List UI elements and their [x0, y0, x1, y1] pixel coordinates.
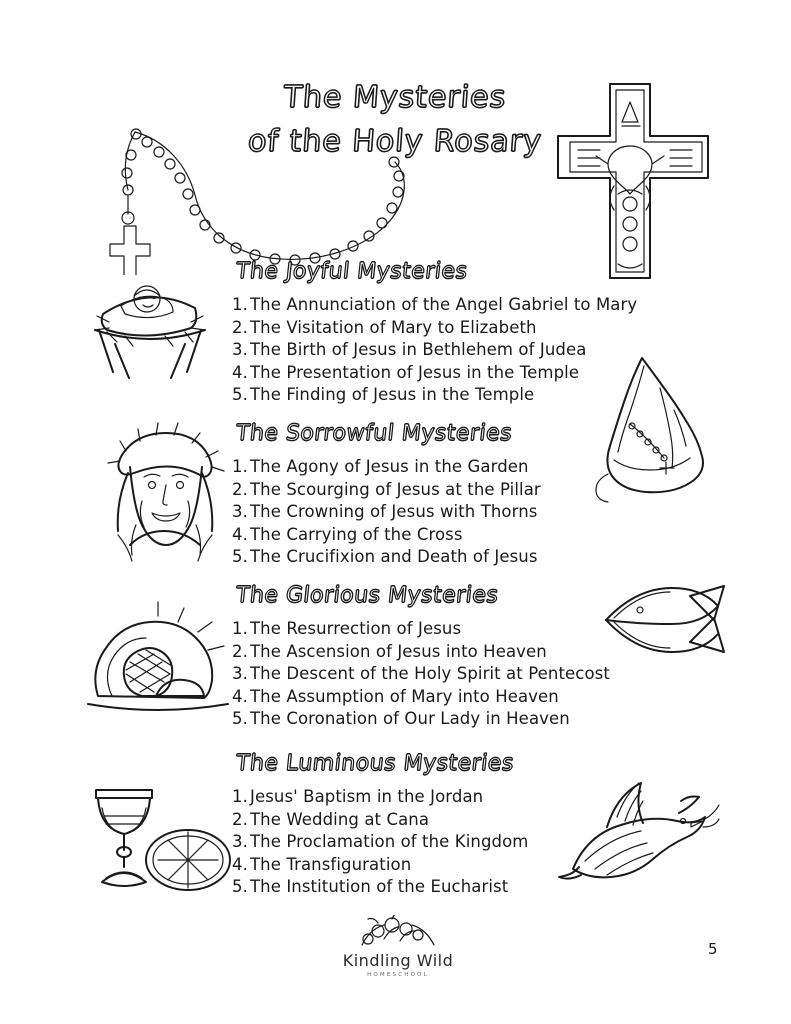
footer-tagline: HOMESCHOOL [367, 972, 429, 978]
jesus-crown-of-thorns-icon [100, 415, 230, 565]
section-heading-sorrowful: The Sorrowful Mysteries [234, 421, 514, 446]
list-item-label: The Annunciation of the Angel Gabriel to Mary [250, 295, 638, 314]
list-item-number: 1. [232, 457, 248, 476]
list-item-number: 1. [232, 295, 248, 314]
empty-tomb-icon [82, 600, 232, 715]
list-item [228, 686, 648, 709]
page-title-line-1: The Mysteries [282, 80, 508, 115]
list-item-number: 5. [232, 709, 248, 728]
list-item-label: The Descent of the Holy Spirit at Pentecost [250, 664, 610, 683]
list-item-label: The Coronation of Our Lady in Heaven [250, 709, 570, 728]
footer-brand: Kindling Wild [342, 951, 454, 970]
list-item-label: The Carrying of the Cross [250, 524, 463, 544]
praying-hands-icon [570, 350, 720, 510]
list-item-number: 3. [232, 340, 248, 359]
list-item [228, 546, 648, 569]
list-item-number: 5. [232, 547, 248, 566]
list-item-number: 1. [232, 787, 248, 806]
list-item [228, 641, 648, 664]
list-item-label: The Ascension of Jesus into Heaven [250, 641, 547, 661]
mystery-list-glorious [228, 618, 648, 731]
ichthys-fish-icon [600, 580, 730, 660]
list-item-label: The Visitation of Mary to Elizabeth [250, 317, 537, 337]
chalice-and-bread-icon [80, 770, 235, 895]
list-item-label: The Transfiguration [250, 854, 412, 874]
rosary-beads-icon [95, 110, 425, 275]
list-item-number: 3. [232, 832, 248, 851]
dove-with-olive-branch-icon [555, 765, 720, 895]
list-item-number: 3. [232, 664, 248, 683]
floral-wreath-icon [348, 915, 448, 949]
list-item [228, 618, 648, 641]
page-number: 5 [708, 940, 718, 958]
list-item-label: Jesus' Baptism in the Jordan [250, 787, 484, 806]
list-item-number: 2. [232, 317, 248, 337]
list-item-number: 3. [232, 502, 248, 521]
section-heading-glorious: The Glorious Mysteries [234, 583, 500, 608]
list-item-number: 2. [232, 479, 248, 499]
nativity-manger-icon [85, 272, 215, 382]
list-item-number: 1. [232, 619, 248, 638]
list-item [228, 708, 648, 731]
list-item-label: The Assumption of Mary into Heaven [250, 686, 559, 706]
decorated-cross-icon [548, 78, 723, 283]
list-item [228, 663, 648, 686]
list-item-label: The Resurrection of Jesus [250, 619, 462, 638]
list-item-label: The Crowning of Jesus with Thorns [250, 502, 538, 521]
list-item-label: The Proclamation of the Kingdom [250, 832, 529, 851]
list-item-label: The Finding of Jesus in the Temple [250, 385, 535, 404]
list-item-label: The Birth of Jesus in Bethlehem of Judea [250, 340, 587, 359]
list-item-label: The Scourging of Jesus at the Pillar [250, 479, 541, 499]
page-title-line-2: of the Holy Rosary [246, 124, 544, 159]
footer-logo [318, 915, 478, 978]
list-item-label: The Institution of the Eucharist [250, 877, 509, 896]
list-item-number: 4. [232, 854, 248, 874]
list-item-number: 2. [232, 809, 248, 829]
list-item-number: 4. [232, 524, 248, 544]
list-item-label: The Agony of Jesus in the Garden [250, 457, 529, 476]
list-item [228, 524, 648, 547]
list-item-number: 4. [232, 362, 248, 382]
list-item [228, 294, 648, 317]
list-item-label: The Wedding at Cana [250, 809, 430, 829]
list-item-number: 5. [232, 877, 248, 896]
list-item [228, 317, 648, 340]
list-item-number: 2. [232, 641, 248, 661]
list-item-label: The Presentation of Jesus in the Temple [250, 362, 580, 382]
list-item-label: The Crucifixion and Death of Jesus [250, 547, 538, 566]
list-item-number: 4. [232, 686, 248, 706]
section-glorious [228, 582, 648, 731]
section-heading-luminous: The Luminous Mysteries [234, 751, 516, 776]
section-heading-joyful: The Joyful Mysteries [234, 259, 469, 284]
list-item-number: 5. [232, 385, 248, 404]
